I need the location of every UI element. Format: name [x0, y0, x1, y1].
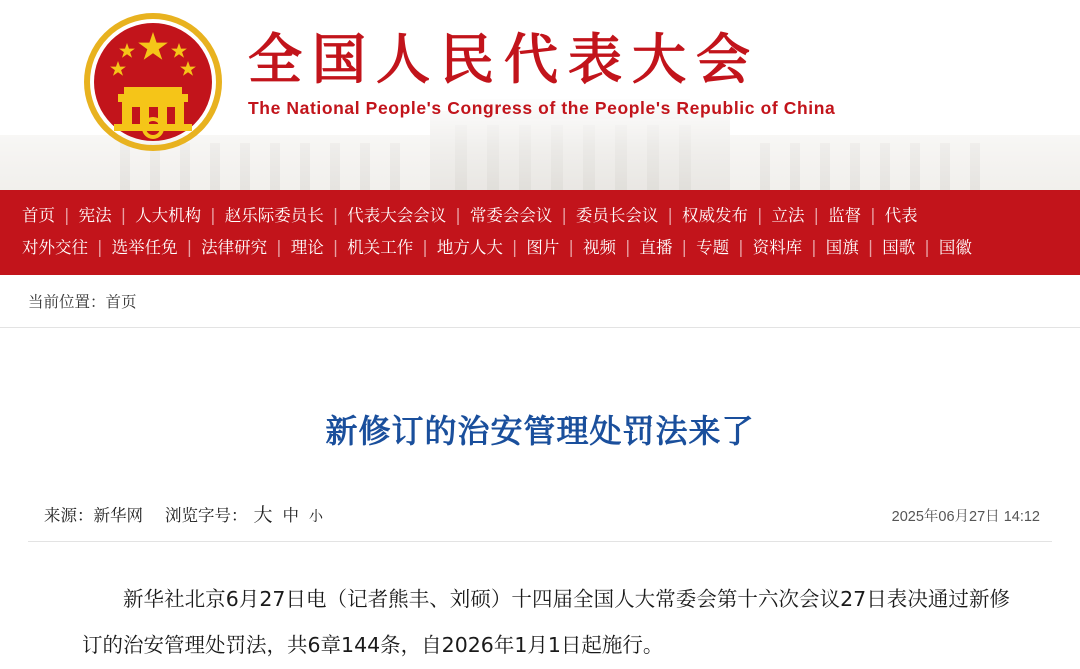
publish-timestamp: 2025年06月27日 14:12	[891, 509, 1040, 525]
nav-item-legal-research[interactable]: 法律研究	[201, 238, 268, 257]
article	[0, 406, 1080, 668]
nav-item-authoritative-release[interactable]: 权威发布	[681, 206, 748, 225]
nav-separator: |	[332, 238, 339, 257]
nav-row-primary	[22, 200, 1058, 231]
nav-separator: |	[210, 206, 216, 225]
site-title-cn: 全国人民代表大会	[248, 28, 760, 91]
nav-item-national-emblem[interactable]: 国徽	[938, 238, 972, 257]
site-title-en: The National People's Congress of the People's Republic of China	[248, 98, 836, 118]
nav-separator: |	[97, 238, 103, 257]
source-value: 新华网	[93, 506, 143, 525]
nav-separator: |	[120, 206, 127, 225]
nav-item-npc-organs[interactable]: 人大机构	[135, 206, 202, 225]
breadcrumb-item-home[interactable]: 首页	[105, 293, 137, 311]
nav-separator: |	[422, 238, 428, 257]
nav-separator: |	[624, 238, 631, 257]
nav-separator: |	[332, 206, 339, 225]
masthead	[0, 0, 1080, 190]
nav-item-supervision[interactable]: 监督	[828, 206, 862, 225]
fontsize-large-button[interactable]: 大	[253, 504, 273, 526]
fontsize-medium-button[interactable]: 中	[282, 506, 300, 525]
nav-item-constitution[interactable]: 宪法	[78, 206, 112, 225]
nav-item-chairmans-meeting[interactable]: 委员长会议	[575, 206, 659, 225]
nav-item-video[interactable]: 视频	[582, 238, 616, 257]
nav-separator: |	[681, 238, 688, 257]
article-body-paragraph: 新华社北京6月27日电（记者熊丰、刘硕）十四届全国人大常委会第十六次会议27日表决通过新修订的治安管理处罚法，共6章144条，自2026年1月1日起施行。	[82, 587, 1010, 657]
nav-item-foreign-affairs[interactable]: 对外交往	[22, 238, 88, 257]
nav-item-national-anthem[interactable]: 国歌	[882, 238, 916, 257]
nav-separator: |	[813, 206, 820, 225]
main-navigation	[0, 190, 1080, 275]
fontsize-small-button[interactable]: 小	[309, 509, 324, 525]
nav-separator: |	[811, 238, 817, 257]
nav-item-elections-appointments[interactable]: 选举任免	[111, 238, 178, 257]
nav-item-archive[interactable]: 资料库	[752, 238, 803, 257]
nav-item-organ-work[interactable]: 机关工作	[347, 238, 414, 257]
nav-item-national-flag[interactable]: 国旗	[825, 238, 859, 257]
article-meta-left	[44, 500, 323, 527]
page-title: 新修订的治安管理处罚法来了	[325, 412, 755, 450]
nav-row-secondary	[22, 232, 1058, 263]
nav-separator: |	[738, 238, 744, 257]
masthead-title-block	[248, 28, 1038, 119]
nav-item-live[interactable]: 直播	[639, 238, 673, 257]
nav-separator: |	[64, 206, 70, 225]
nav-separator: |	[276, 238, 282, 257]
nav-separator: |	[568, 238, 574, 257]
nav-separator: |	[870, 206, 876, 225]
breadcrumb	[0, 275, 1080, 328]
nav-separator: |	[867, 238, 874, 257]
nav-item-standing-committee-sessions[interactable]: 常委会会议	[469, 206, 553, 225]
nav-item-local-peoples-congress[interactable]: 地方人大	[436, 238, 503, 257]
nav-item-special-topics[interactable]: 专题	[696, 238, 730, 257]
nav-item-theory[interactable]: 理论	[290, 238, 324, 257]
nav-item-deputies[interactable]: 代表	[884, 206, 918, 225]
nav-item-legislation[interactable]: 立法	[771, 206, 805, 225]
nav-item-home[interactable]: 首页	[22, 206, 55, 225]
nav-separator: |	[667, 206, 673, 225]
nav-separator: |	[511, 238, 518, 257]
national-emblem-icon	[78, 10, 228, 160]
nav-separator: |	[561, 206, 567, 225]
nav-item-pictures[interactable]: 图片	[526, 238, 560, 257]
nav-separator: |	[455, 206, 461, 225]
article-meta	[28, 500, 1052, 527]
breadcrumb-label: 当前位置：	[28, 293, 106, 311]
nav-separator: |	[924, 238, 930, 257]
meta-divider	[28, 541, 1052, 542]
fontsize-label: 浏览字号：	[165, 506, 248, 525]
fontsize-control	[254, 500, 324, 527]
nav-item-congress-sessions[interactable]: 代表大会会议	[347, 206, 447, 225]
source-label: 来源：	[44, 506, 94, 525]
nav-separator: |	[186, 238, 193, 257]
nav-item-chairman[interactable]: 赵乐际委员长	[224, 206, 324, 225]
nav-separator: |	[756, 206, 763, 225]
